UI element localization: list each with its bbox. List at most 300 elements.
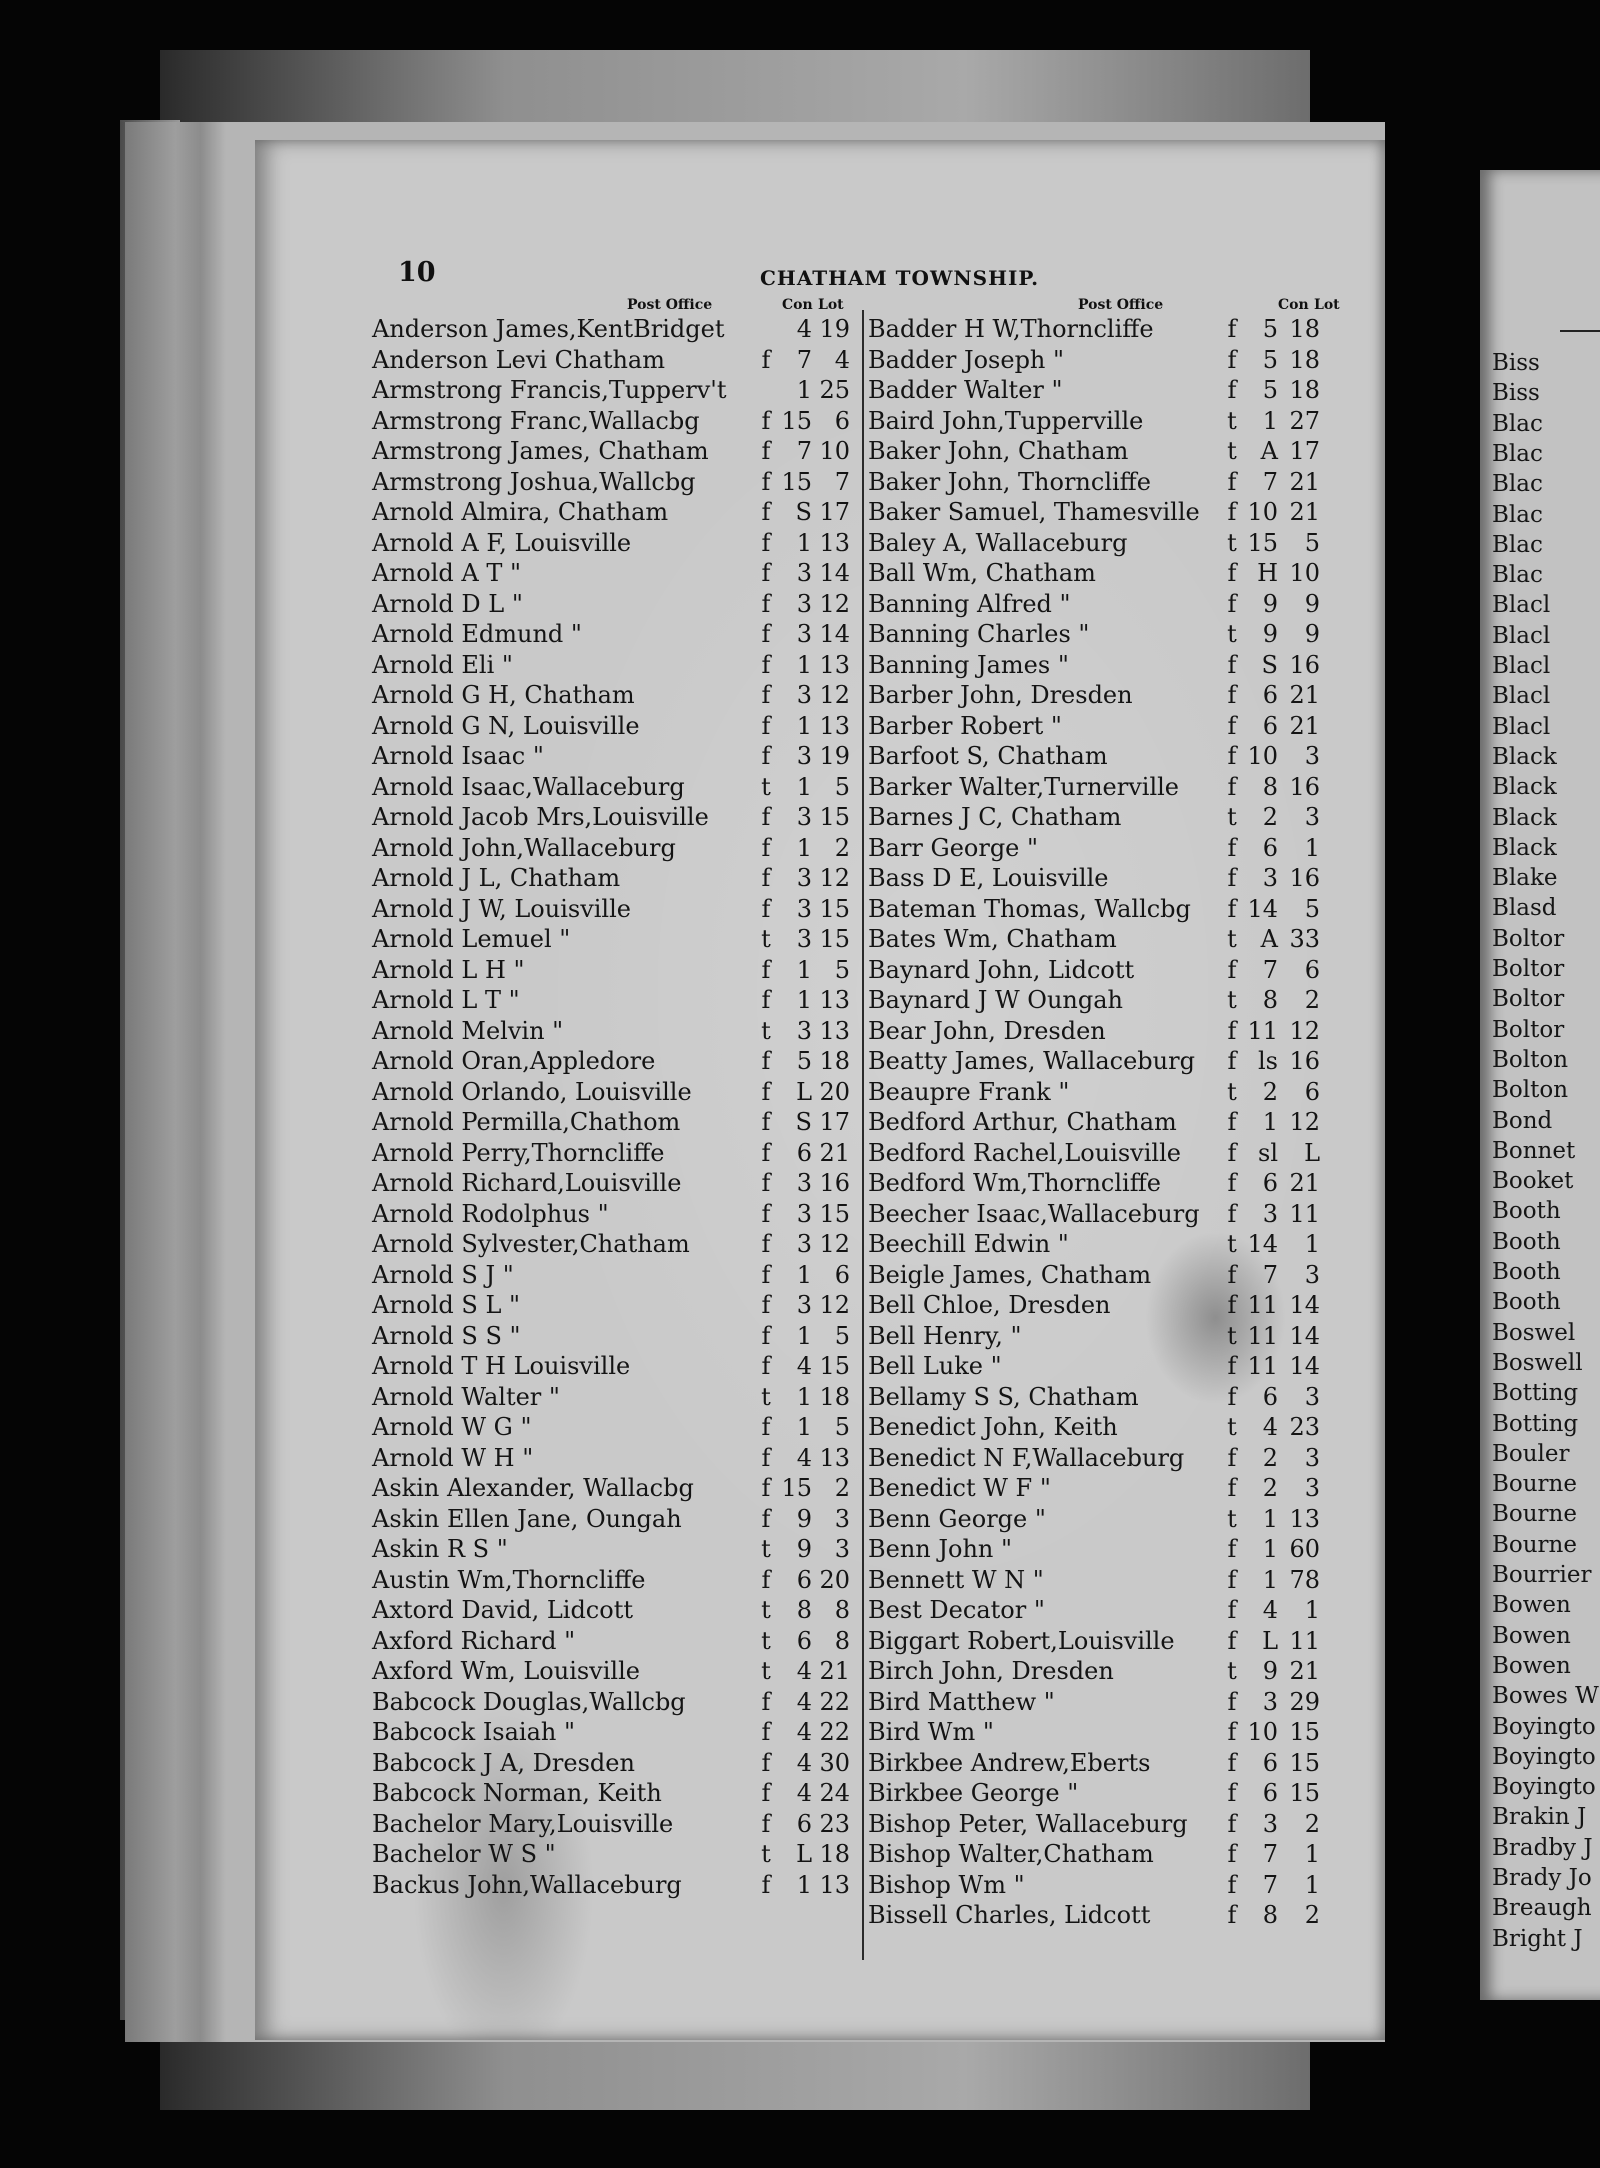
entry-lot: 21 xyxy=(1289,467,1320,496)
entry-lot: 15 xyxy=(819,1352,850,1380)
entry-lot: 13 xyxy=(819,1870,850,1899)
entry-lot: 1 xyxy=(1304,1230,1320,1258)
entry-type: f xyxy=(1227,1108,1237,1136)
entry-type: f xyxy=(1227,345,1237,374)
entry-name: Axtord David, Lidcott xyxy=(372,1596,633,1624)
entry-type: f xyxy=(1227,1474,1237,1502)
entry-con: 5 xyxy=(1262,376,1278,404)
entry-lot: 13 xyxy=(819,711,850,740)
entry-con: 14 xyxy=(1247,1230,1278,1258)
entry-name: Arnold J W, Louisville xyxy=(372,894,631,923)
entry-con: 6 xyxy=(796,1138,812,1167)
running-head: CHATHAM TOWNSHIP. xyxy=(760,266,1040,290)
entry-lot: 3 xyxy=(834,1504,850,1533)
entry-con: 11 xyxy=(1247,1352,1278,1380)
adjacent-page-fragment: Bonnet xyxy=(1492,1137,1576,1164)
entry-name: Benedict W F " xyxy=(868,1474,1051,1502)
adjacent-page-fragment: Bright J xyxy=(1492,1925,1583,1952)
entry-con: 10 xyxy=(1247,1718,1278,1746)
entry-name: Arnold W H " xyxy=(372,1443,534,1472)
entry-type: f xyxy=(1227,1352,1237,1380)
entry-type: f xyxy=(1227,1870,1237,1899)
entry-name: Birch John, Dresden xyxy=(868,1657,1114,1685)
entry-lot: 21 xyxy=(1289,1169,1320,1197)
entry-name: Arnold G N, Louisville xyxy=(372,711,640,740)
entry-con: 6 xyxy=(1262,1382,1278,1411)
entry-con: 6 xyxy=(1262,1169,1278,1197)
entry-lot: 14 xyxy=(819,559,850,587)
entry-lot: 6 xyxy=(1304,955,1320,984)
entry-con: ls xyxy=(1258,1047,1278,1075)
entry-type: f xyxy=(1227,1718,1237,1746)
entry-lot: 14 xyxy=(819,620,850,648)
entry-con: 3 xyxy=(796,1199,812,1228)
entry-name: Arnold L T " xyxy=(372,986,520,1014)
adjacent-page-fragment: Boyingto xyxy=(1492,1743,1596,1770)
entry-name: Biggart Robert,Louisville xyxy=(868,1626,1175,1655)
entry-lot: 5 xyxy=(1304,528,1320,557)
entry-type: f xyxy=(1227,1291,1237,1319)
entry-name: Best Decator " xyxy=(868,1596,1045,1624)
entry-name: Barfoot S, Chatham xyxy=(868,742,1108,770)
entry-type: f xyxy=(1227,1565,1237,1594)
entry-con: 1 xyxy=(796,986,812,1014)
entry-lot: 2 xyxy=(1304,1809,1320,1838)
entry-con: 5 xyxy=(1262,315,1278,343)
adjacent-page-fragment: Botting xyxy=(1492,1380,1579,1407)
entry-type: f xyxy=(1227,1443,1237,1472)
entry-name: Barr George " xyxy=(868,833,1039,862)
entry-lot: 21 xyxy=(819,1657,850,1685)
entry-con: 7 xyxy=(1262,1840,1278,1868)
entry-con: 4 xyxy=(796,1718,812,1746)
entry-name: Bird Wm " xyxy=(868,1718,994,1746)
entry-lot: L xyxy=(1304,1138,1320,1167)
adjacent-page-fragment: Bradby J xyxy=(1492,1834,1593,1861)
entry-name: Axford Wm, Louisville xyxy=(372,1657,640,1685)
left-con-head: Con xyxy=(782,297,813,313)
entry-name: Benn George " xyxy=(868,1504,1046,1533)
adjacent-page-fragment: Bolton xyxy=(1492,1077,1569,1104)
left-lot-head: Lot xyxy=(818,297,844,313)
entry-name: Bennett W N " xyxy=(868,1565,1044,1594)
entry-type: f xyxy=(1227,894,1237,923)
entry-lot: 23 xyxy=(1289,1413,1320,1441)
adjacent-page-fragment: Boswell xyxy=(1492,1349,1583,1376)
adjacent-page-fragment: Blac xyxy=(1492,410,1543,437)
entry-type: f xyxy=(1227,864,1237,892)
entry-con: 6 xyxy=(1262,833,1278,862)
entry-lot: 13 xyxy=(819,528,850,557)
entry-name: Ball Wm, Chatham xyxy=(868,559,1096,587)
entry-type: f xyxy=(761,345,771,374)
entry-lot: 14 xyxy=(1289,1291,1320,1319)
entry-lot: 3 xyxy=(1304,742,1320,770)
entry-con: L xyxy=(796,1840,812,1868)
entry-con: 1 xyxy=(796,1413,812,1441)
entry-con: H xyxy=(1257,559,1278,587)
entry-lot: 16 xyxy=(1289,772,1320,801)
entry-type: f xyxy=(1227,1535,1237,1563)
adjacent-page-fragment: Blasd xyxy=(1492,895,1557,922)
entry-type: f xyxy=(761,955,771,984)
entry-type: f xyxy=(761,803,771,831)
entry-lot: 13 xyxy=(819,1443,850,1472)
entry-name: Arnold Perry,Thorncliffe xyxy=(372,1138,665,1167)
entry-type: t xyxy=(1227,528,1237,557)
adjacent-page-fragment: Black xyxy=(1492,804,1557,831)
entry-type: f xyxy=(761,1718,771,1746)
entry-con: 5 xyxy=(796,1047,812,1075)
adjacent-page-fragment: Bolton xyxy=(1492,1046,1569,1073)
entry-name: Arnold Orlando, Louisville xyxy=(372,1077,692,1106)
entry-lot: 29 xyxy=(1289,1687,1320,1716)
entry-type: f xyxy=(761,1870,771,1899)
entry-name: Bates Wm, Chatham xyxy=(868,925,1117,953)
entry-name: Anderson James,KentBridget xyxy=(372,315,725,343)
entry-lot: 23 xyxy=(819,1809,850,1838)
entry-name: Bachelor Mary,Louisville xyxy=(372,1809,674,1838)
entry-con: 5 xyxy=(1262,345,1278,374)
entry-type: t xyxy=(761,772,771,801)
entry-con: 7 xyxy=(796,437,812,465)
entry-lot: 78 xyxy=(1289,1565,1320,1594)
entry-con: 7 xyxy=(1262,955,1278,984)
entry-name: Askin R S " xyxy=(372,1535,508,1563)
entry-name: Babcock Isaiah " xyxy=(372,1718,576,1746)
entry-lot: 25 xyxy=(819,376,850,404)
entry-lot: 8 xyxy=(834,1626,850,1655)
entry-type: f xyxy=(1227,711,1237,740)
entry-name: Bissell Charles, Lidcott xyxy=(868,1901,1151,1929)
entry-lot: 11 xyxy=(1289,1199,1320,1228)
entry-lot: 21 xyxy=(1289,681,1320,709)
entry-name: Benedict N F,Wallaceburg xyxy=(868,1443,1185,1472)
entry-lot: 17 xyxy=(1289,437,1320,465)
adjacent-page-fragment: Booth xyxy=(1492,1228,1561,1255)
entry-lot: 19 xyxy=(819,315,850,343)
entry-type: f xyxy=(1227,1840,1237,1868)
entry-con: 10 xyxy=(1247,742,1278,770)
entry-name: Babcock Douglas,Wallcbg xyxy=(372,1687,686,1716)
entry-con: 1 xyxy=(796,955,812,984)
entry-type: t xyxy=(1227,1230,1237,1258)
adjacent-page-fragment: Boltor xyxy=(1492,986,1565,1013)
entry-name: Beatty James, Wallaceburg xyxy=(868,1047,1195,1075)
entry-con: L xyxy=(1262,1626,1278,1655)
entry-lot: 18 xyxy=(1289,315,1320,343)
entry-con: 1 xyxy=(796,833,812,862)
entry-lot: 6 xyxy=(1304,1077,1320,1106)
entry-type: f xyxy=(761,559,771,587)
entry-name: Beaupre Frank " xyxy=(868,1077,1070,1106)
adjacent-page-fragment: Boltor xyxy=(1492,925,1565,952)
entry-con: 1 xyxy=(796,650,812,679)
entry-name: Badder H W,Thorncliffe xyxy=(868,315,1154,343)
entry-type: f xyxy=(1227,1199,1237,1228)
entry-type: f xyxy=(761,1779,771,1807)
entry-lot: 15 xyxy=(819,925,850,953)
entry-name: Barber John, Dresden xyxy=(868,681,1133,709)
entry-con: 4 xyxy=(1262,1596,1278,1624)
entry-name: Arnold G H, Chatham xyxy=(372,681,635,709)
entry-con: 9 xyxy=(796,1504,812,1533)
entry-lot: 15 xyxy=(1289,1748,1320,1777)
entry-lot: 12 xyxy=(819,589,850,618)
entry-type: f xyxy=(1227,589,1237,618)
adjacent-page-fragment: Blake xyxy=(1492,865,1558,892)
entry-type: f xyxy=(1227,1382,1237,1411)
entry-type: f xyxy=(761,742,771,770)
entry-type: f xyxy=(1227,315,1237,343)
entry-con: 8 xyxy=(796,1596,812,1624)
entry-name: Birkbee George " xyxy=(868,1779,1079,1807)
entry-lot: 18 xyxy=(1289,376,1320,404)
entry-type: t xyxy=(761,925,771,953)
entry-lot: 16 xyxy=(1289,1047,1320,1075)
entry-type: t xyxy=(761,1016,771,1045)
entry-lot: 15 xyxy=(819,894,850,923)
adjacent-page-fragment: Black xyxy=(1492,774,1557,801)
entry-name: Beecher Isaac,Wallaceburg xyxy=(868,1199,1200,1228)
entry-lot: 5 xyxy=(1304,894,1320,923)
entry-name: Baynard J W Oungah xyxy=(868,986,1123,1014)
entry-lot: 1 xyxy=(1304,1870,1320,1899)
entry-lot: 2 xyxy=(834,833,850,862)
entry-con: 4 xyxy=(796,1352,812,1380)
entry-lot: 33 xyxy=(1289,925,1320,953)
entry-lot: 9 xyxy=(1304,589,1320,618)
entry-con: 3 xyxy=(796,559,812,587)
entry-type: f xyxy=(1227,1809,1237,1838)
entry-con: 9 xyxy=(1262,1657,1278,1685)
entry-con: 3 xyxy=(1262,864,1278,892)
entry-con: 3 xyxy=(796,589,812,618)
entry-con: 9 xyxy=(1262,589,1278,618)
entry-name: Bedford Rachel,Louisville xyxy=(868,1138,1181,1167)
entry-lot: 12 xyxy=(1289,1108,1320,1136)
entry-lot: 13 xyxy=(819,1016,850,1045)
entry-lot: 20 xyxy=(819,1565,850,1594)
entry-lot: 3 xyxy=(1304,1260,1320,1289)
adjacent-page-fragment: Blac xyxy=(1492,440,1543,467)
entry-type: f xyxy=(1227,1748,1237,1777)
adjacent-page-fragment: Blac xyxy=(1492,471,1543,498)
entry-lot: 3 xyxy=(834,1535,850,1563)
entry-con: S xyxy=(795,1108,812,1136)
entry-name: Arnold S J " xyxy=(372,1260,514,1289)
entry-type: t xyxy=(1227,1504,1237,1533)
entry-name: Arnold Jacob Mrs,Louisville xyxy=(372,803,709,831)
entry-lot: 2 xyxy=(1304,1901,1320,1929)
entry-lot: 1 xyxy=(1304,1840,1320,1868)
entry-lot: 2 xyxy=(834,1474,850,1502)
entry-type: f xyxy=(1227,1687,1237,1716)
entry-lot: 19 xyxy=(819,742,850,770)
entry-type: f xyxy=(761,1565,771,1594)
entry-type: f xyxy=(761,528,771,557)
adjacent-page-fragment: Blacl xyxy=(1492,713,1551,740)
entry-lot: 60 xyxy=(1289,1535,1320,1563)
entry-lot: 18 xyxy=(819,1047,850,1075)
entry-type: t xyxy=(1227,1413,1237,1441)
entry-name: Arnold Sylvester,Chatham xyxy=(372,1230,690,1258)
entry-con: 9 xyxy=(796,1535,812,1563)
entry-lot: 3 xyxy=(1304,1382,1320,1411)
entry-lot: 22 xyxy=(819,1718,850,1746)
adjacent-page-fragment: Brady Jo xyxy=(1492,1865,1592,1891)
entry-type: f xyxy=(1227,650,1237,679)
right-column-heads xyxy=(868,297,1338,315)
adjacent-page-fragment: Blacl xyxy=(1492,592,1551,619)
entry-con: 1 xyxy=(796,772,812,801)
entry-lot: 24 xyxy=(819,1779,850,1807)
entry-type: f xyxy=(1227,1260,1237,1289)
entry-lot: 12 xyxy=(1289,1016,1320,1045)
entry-type: f xyxy=(761,406,771,435)
adjacent-page-fragment: Breaugh xyxy=(1492,1895,1592,1922)
entry-type: t xyxy=(1227,803,1237,831)
entry-con: 3 xyxy=(1262,1199,1278,1228)
entry-lot: 15 xyxy=(1289,1779,1320,1807)
entry-con: 4 xyxy=(796,1779,812,1807)
entry-type: f xyxy=(1227,1779,1237,1807)
left-column-heads xyxy=(372,297,852,315)
entry-name: Bird Matthew " xyxy=(868,1687,1055,1716)
entry-lot: 18 xyxy=(819,1382,850,1411)
entry-type: t xyxy=(1227,1657,1237,1685)
entry-con: 15 xyxy=(781,406,812,435)
entry-type: f xyxy=(1227,1138,1237,1167)
entry-con: 11 xyxy=(1247,1016,1278,1045)
entry-con: 7 xyxy=(1262,1870,1278,1899)
adjacent-page-fragment: Black xyxy=(1492,834,1557,861)
entry-con: 14 xyxy=(1247,894,1278,923)
entry-lot: 12 xyxy=(819,864,850,892)
entry-name: Bateman Thomas, Wallcbg xyxy=(868,894,1191,923)
entry-name: Arnold Oran,Appledore xyxy=(372,1047,656,1075)
entry-type: f xyxy=(761,467,771,496)
adjacent-page-fragment: Boswel xyxy=(1492,1319,1576,1346)
entry-con: 4 xyxy=(796,1748,812,1777)
entry-lot: 3 xyxy=(1304,803,1320,831)
entry-type: f xyxy=(1227,1626,1237,1655)
entry-name: Bear John, Dresden xyxy=(868,1016,1106,1045)
adjacent-page-fragment: Blacl xyxy=(1492,683,1551,710)
entry-name: Arnold A T " xyxy=(372,559,522,587)
entry-type: f xyxy=(761,1138,771,1167)
entry-name: Arnold A F, Louisville xyxy=(372,528,632,557)
entry-con: A xyxy=(1260,925,1278,953)
entry-type: f xyxy=(761,1748,771,1777)
entry-con: 6 xyxy=(796,1809,812,1838)
entry-lot: 18 xyxy=(1289,345,1320,374)
entry-lot: 17 xyxy=(819,498,850,526)
entry-type: t xyxy=(1227,986,1237,1014)
entry-con: 4 xyxy=(1262,1413,1278,1441)
entry-lot: 21 xyxy=(1289,1657,1320,1685)
entry-type: f xyxy=(761,1230,771,1258)
entry-name: Badder Walter " xyxy=(868,376,1063,404)
entry-con: 3 xyxy=(796,681,812,709)
entry-con: 1 xyxy=(1262,1565,1278,1594)
entry-name: Arnold L H " xyxy=(372,955,525,984)
entry-name: Bachelor W S " xyxy=(372,1840,556,1868)
entry-con: 1 xyxy=(1262,1535,1278,1563)
entry-type: f xyxy=(1227,376,1237,404)
adjacent-page-fragment: Blacl xyxy=(1492,653,1551,679)
entry-type: f xyxy=(1227,1047,1237,1075)
left-post-office-head: Post Office xyxy=(627,297,713,313)
entry-name: Backus John,Wallaceburg xyxy=(372,1870,682,1899)
entry-type: t xyxy=(1227,406,1237,435)
entry-con: 11 xyxy=(1247,1321,1278,1350)
entry-name: Banning James " xyxy=(868,650,1069,679)
entry-lot: 15 xyxy=(819,803,850,831)
entry-name: Barnes J C, Chatham xyxy=(868,803,1122,831)
entry-type: f xyxy=(761,1687,771,1716)
adjacent-page-fragment: Booth xyxy=(1492,1198,1561,1225)
entry-con: 3 xyxy=(796,620,812,648)
entry-name: Arnold Lemuel " xyxy=(372,925,571,953)
entry-lot: 21 xyxy=(819,1138,850,1167)
entry-name: Benn John " xyxy=(868,1535,1013,1563)
entry-name: Arnold Melvin " xyxy=(372,1016,564,1045)
entry-con: 15 xyxy=(781,467,812,496)
entry-lot: 16 xyxy=(819,1169,850,1197)
entry-lot: 21 xyxy=(1289,711,1320,740)
entry-type: f xyxy=(1227,559,1237,587)
entry-lot: 6 xyxy=(834,1260,850,1289)
entry-lot: 13 xyxy=(819,986,850,1014)
entry-name: Arnold Isaac,Wallaceburg xyxy=(372,772,685,801)
entry-type: t xyxy=(761,1382,771,1411)
entry-lot: 14 xyxy=(1289,1352,1320,1380)
adjacent-page-fragment: Blac xyxy=(1492,562,1543,589)
entry-name: Arnold John,Wallaceburg xyxy=(372,833,676,862)
entry-type: f xyxy=(761,1352,771,1380)
entry-type: f xyxy=(1227,467,1237,496)
adjacent-page-fragment: Bouler xyxy=(1492,1440,1570,1467)
entry-name: Baird John,Tupperville xyxy=(868,406,1144,435)
entry-con: 1 xyxy=(796,1870,812,1899)
entry-con: 1 xyxy=(796,528,812,557)
entry-name: Bellamy S S, Chatham xyxy=(868,1382,1139,1411)
entry-con: 3 xyxy=(1262,1809,1278,1838)
entry-lot: 15 xyxy=(819,1199,850,1228)
adjacent-page-fragment: Booket xyxy=(1492,1168,1574,1195)
entry-lot: 12 xyxy=(819,1291,850,1319)
entry-con: 1 xyxy=(796,376,812,404)
entry-con: 3 xyxy=(1262,1687,1278,1716)
entry-lot: 10 xyxy=(1289,559,1320,587)
entry-name: Baley A, Wallaceburg xyxy=(868,528,1128,557)
entry-lot: 9 xyxy=(1304,620,1320,648)
entry-lot: 5 xyxy=(834,1321,850,1350)
entry-type: f xyxy=(761,1108,771,1136)
adjacent-page-fragment: Bowen xyxy=(1492,1652,1571,1679)
entry-type: f xyxy=(761,589,771,618)
right-post-office-head: Post Office xyxy=(1078,297,1164,313)
entry-name: Austin Wm,Thorncliffe xyxy=(372,1565,646,1594)
entry-con: 2 xyxy=(1262,1474,1278,1502)
adjacent-page-fragment: Bowen xyxy=(1492,1592,1571,1619)
entry-con: 9 xyxy=(1262,620,1278,648)
adjacent-page-fragment: Booth xyxy=(1492,1259,1561,1285)
adjacent-page xyxy=(1480,170,1600,2000)
entry-type: f xyxy=(761,833,771,862)
entry-con: 6 xyxy=(796,1626,812,1655)
